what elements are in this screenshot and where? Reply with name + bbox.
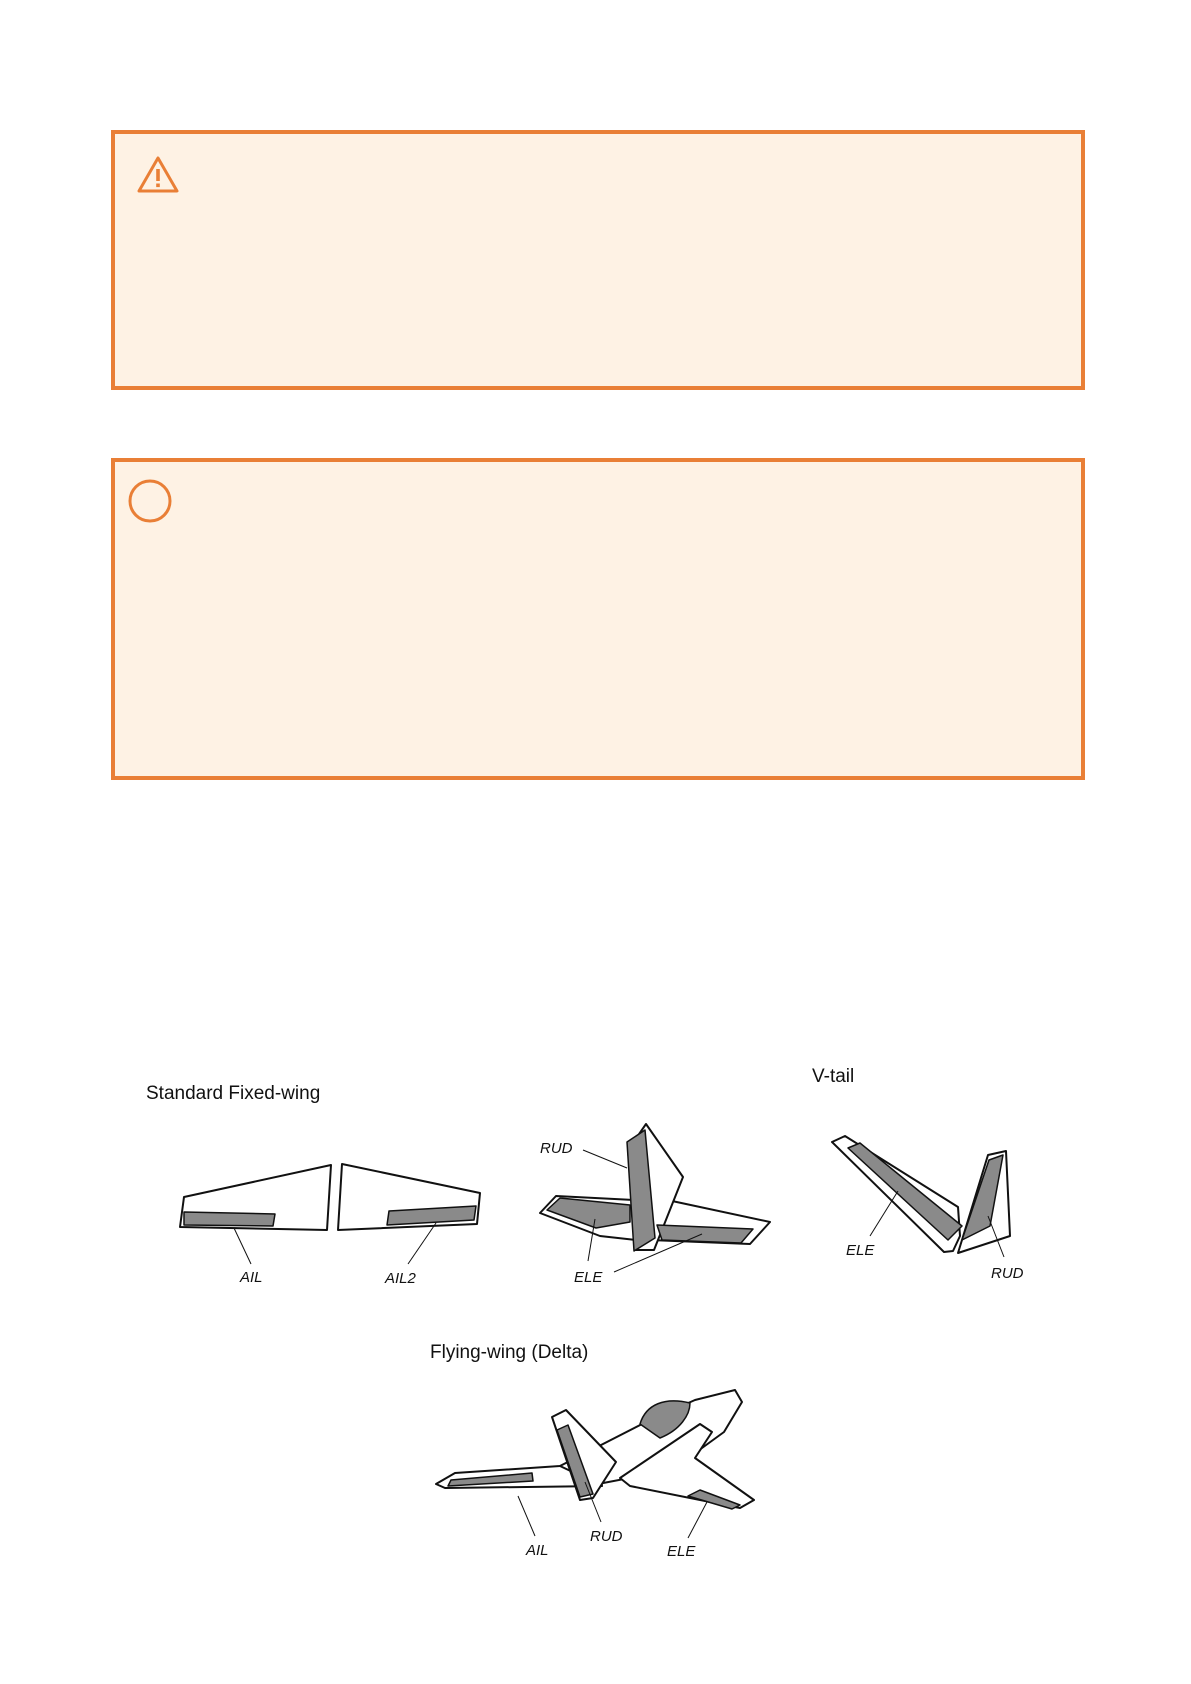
v-tail-rud-label: RUD — [991, 1265, 1024, 1282]
v-tail-ele-label: ELE — [846, 1242, 875, 1259]
flying-wing-delta-title: Flying-wing (Delta) — [430, 1342, 589, 1363]
ele-label: ELE — [574, 1269, 603, 1286]
ail-label: AIL — [240, 1269, 263, 1286]
standard-fixed-wing-title: Standard Fixed-wing — [146, 1083, 321, 1104]
rud-label: RUD — [540, 1140, 573, 1157]
delta-ele-label: ELE — [667, 1543, 696, 1560]
delta-rud-label: RUD — [590, 1528, 623, 1545]
delta-ail-label: AIL — [526, 1542, 549, 1559]
v-tail-title: V-tail — [812, 1066, 855, 1087]
ail2-label: AIL2 — [385, 1270, 416, 1287]
